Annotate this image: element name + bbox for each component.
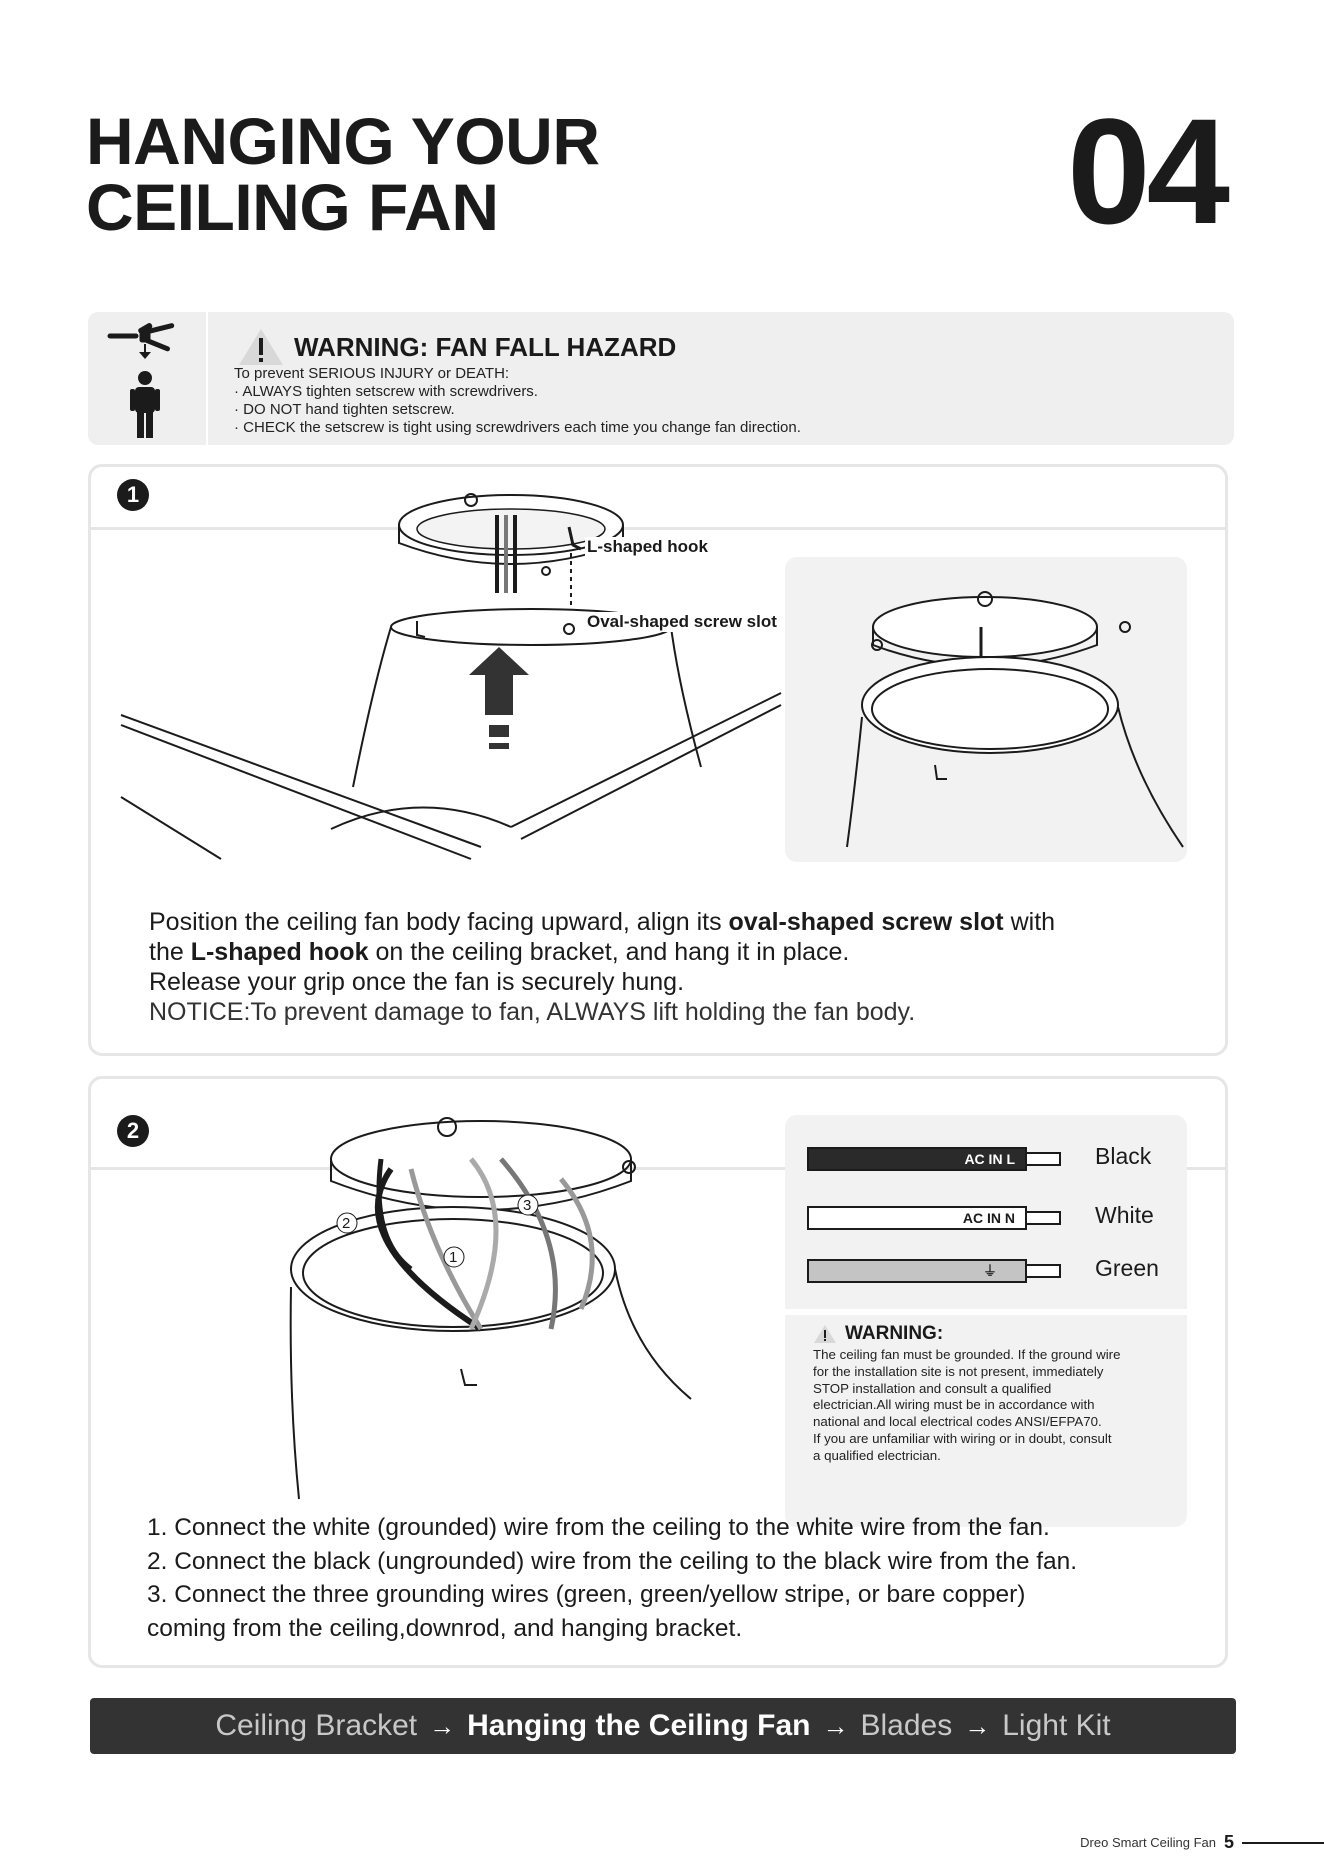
page-footer — [1080, 1832, 1324, 1853]
arrow-right-icon: → — [822, 1710, 849, 1741]
warning-line: · ALWAYS tighten setscrew with screwdrivers. — [234, 383, 538, 400]
connector-label-1: 1 — [449, 1249, 458, 1266]
warning-line: The ceiling fan must be grounded. If the ground wire — [813, 1347, 1121, 1362]
ground-symbol-icon: ⏚ — [807, 1259, 1027, 1283]
arrow-right-icon: → — [964, 1710, 991, 1741]
warning-line: national and local electrical codes ANSI/EFPA70. — [813, 1414, 1102, 1430]
step-2-badge: 2 — [117, 1115, 149, 1147]
wire-tip — [1025, 1152, 1061, 1166]
section-progress-bar — [90, 1698, 1236, 1754]
title-line-2: CEILING FAN — [86, 170, 499, 244]
warning-line: electrician.All wiring must be in accordance with — [813, 1397, 1095, 1413]
wire-tag: AC IN N — [807, 1206, 1027, 1230]
footer-brand: Dreo Smart Ceiling Fan — [1080, 1835, 1216, 1850]
wire-tag: AC IN L — [807, 1147, 1027, 1171]
nav-item-hanging-the-ceiling-fan: Hanging the Ceiling Fan — [467, 1709, 811, 1742]
wire-row-black — [807, 1143, 1187, 1171]
instruction-line: coming from the ceiling,downrod, and hanging bracket. — [147, 1614, 743, 1642]
oval-screw-slot-label: Oval-shaped screw slot — [587, 612, 777, 631]
nav-item-blades: Blades — [860, 1709, 953, 1742]
wire-color-name: White — [1095, 1202, 1154, 1228]
warning-line: a qualified electrician. — [813, 1447, 941, 1463]
warning-title-text: WARNING: FAN FALL HAZARD — [294, 331, 677, 362]
step-1-notice: NOTICE:To prevent damage to fan, ALWAYS lift holding the fan body. — [149, 998, 916, 1026]
nav-item-ceiling-bracket: Ceiling Bracket — [215, 1709, 418, 1742]
grounding-warning-title — [813, 1323, 1187, 1345]
text-run-bold: oval-shaped screw slot — [728, 908, 1004, 936]
grounding-warning-title-text: WARNING: — [845, 1323, 944, 1344]
text-run: on the ceiling bracket, and hang it in place. — [368, 938, 850, 966]
grounding-warning — [785, 1315, 1187, 1465]
title-line-1: HANGING YOUR — [86, 104, 600, 178]
instruction-line: 3. Connect the three grounding wires (green, green/yellow stripe, or bare copper) — [147, 1581, 1026, 1608]
page-title — [86, 104, 600, 244]
text-run: Position the ceiling fan body facing upward, align its — [149, 908, 729, 936]
fan-fall-icon — [88, 312, 208, 445]
connector-label-2: 2 — [342, 1215, 351, 1232]
hanging-detail-panel — [785, 557, 1187, 862]
wiring-illustration — [231, 1099, 791, 1519]
instruction-line: 1. Connect the white (grounded) wire from the ceiling to the white wire from the fan. — [147, 1514, 1050, 1541]
nav-item-light-kit: Light Kit — [1002, 1709, 1111, 1742]
wire-color-name: Black — [1095, 1143, 1152, 1169]
arrow-right-icon: → — [429, 1710, 456, 1741]
text-run: with — [1003, 908, 1056, 936]
warning-lines — [234, 365, 801, 437]
fan-fall-warning-box — [88, 312, 1234, 445]
step-1-line-3: Release your grip once the fan is securely hung. — [149, 968, 685, 996]
step-1-badge: 1 — [117, 479, 149, 511]
wire-color-name: Green — [1095, 1255, 1159, 1281]
step-1-panel — [88, 464, 1228, 1056]
section-number: 04 — [1067, 87, 1226, 255]
wire-tip — [1025, 1264, 1061, 1278]
connector-label-3: 3 — [523, 1197, 532, 1214]
grounding-warning-body — [813, 1347, 1187, 1465]
fan-hanging-illustration — [91, 467, 791, 867]
wire-legend-panel — [785, 1115, 1187, 1527]
warning-triangle-icon — [238, 328, 284, 366]
step-2-panel — [88, 1076, 1228, 1668]
warning-line: for the installation site is not present, immediately — [813, 1363, 1104, 1379]
wire-row-green — [807, 1255, 1187, 1283]
warning-line: · CHECK the setscrew is tight using screwdrivers each time you change fan direction. — [234, 419, 801, 436]
warning-line: STOP installation and consult a qualified — [813, 1380, 1052, 1396]
step-1-line-1 — [149, 907, 1055, 937]
wire-tip — [1025, 1211, 1061, 1225]
wire-row-white — [807, 1202, 1187, 1230]
l-shaped-hook-label: L-shaped hook — [587, 537, 708, 556]
warning-line: If you are unfamiliar with wiring or in doubt, consult — [813, 1430, 1112, 1446]
warning-triangle-icon — [813, 1324, 837, 1344]
warning-line: To prevent SERIOUS INJURY or DEATH: — [234, 365, 510, 382]
instruction-line: 2. Connect the black (ungrounded) wire from the ceiling to the black wire from the fan. — [147, 1547, 1078, 1575]
step-2-instructions — [147, 1511, 1077, 1645]
text-run-bold: L-shaped hook — [190, 938, 369, 966]
hook-detail-illustration — [785, 557, 1187, 862]
text-run: the — [149, 938, 191, 966]
step-1-line-2 — [149, 937, 1055, 967]
footer-page-number: 5 — [1223, 1832, 1234, 1852]
warning-title — [238, 328, 676, 366]
footer-rule — [1242, 1842, 1324, 1844]
step-1-instructions — [149, 907, 1055, 1027]
warning-line: · DO NOT hand tighten setscrew. — [234, 401, 455, 418]
